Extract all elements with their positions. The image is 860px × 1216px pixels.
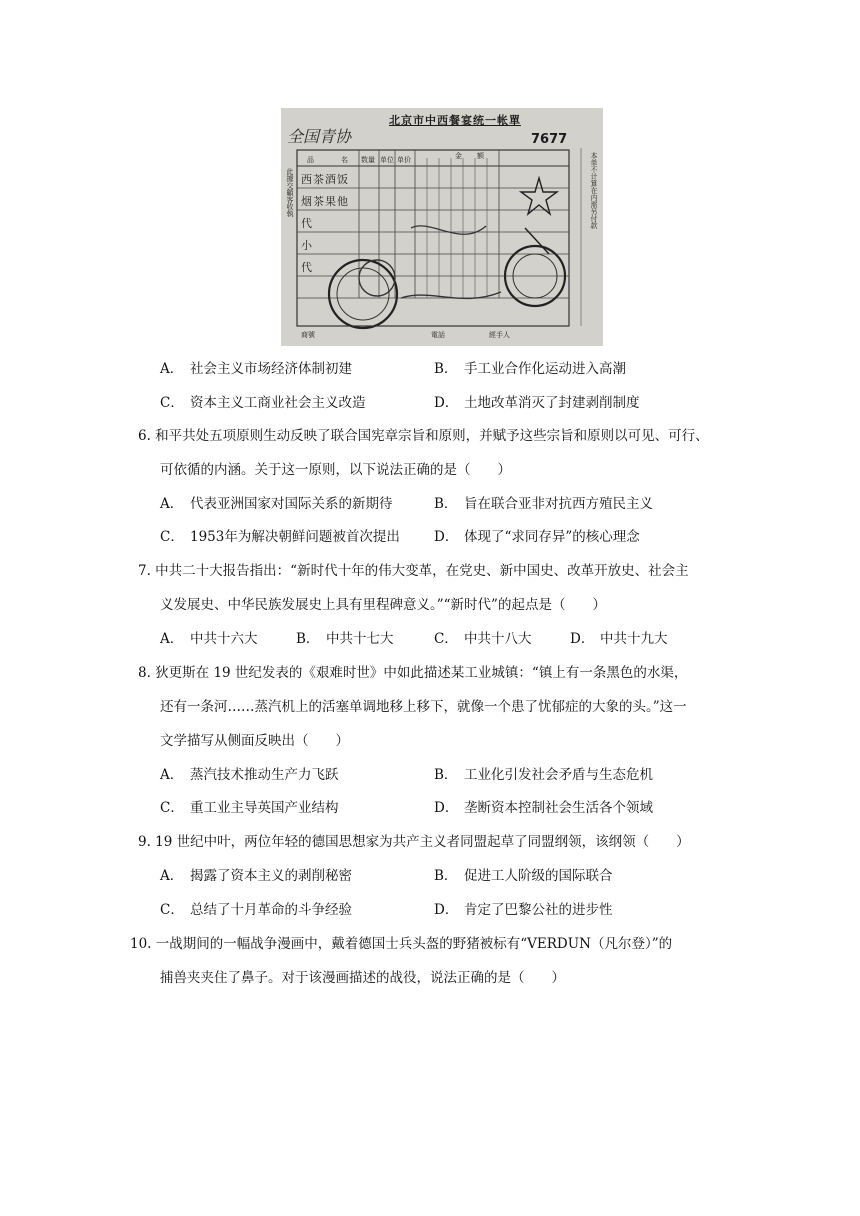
q8-option-b[interactable] [434,765,653,785]
option-text: 土地改革消灭了封建剥削制度 [464,395,640,411]
option-letter: B． [296,631,320,647]
receipt-photo [281,108,603,346]
receipt-item-2: 烟茶果他 [301,195,349,208]
q6-option-b[interactable] [434,494,653,514]
option-text: 揭露了资本主义的剥削秘密 [190,868,352,884]
q7-option-b[interactable] [296,629,394,649]
receipt-col-amount-1: 金 [455,152,462,160]
q6-option-d[interactable] [434,527,640,547]
option-text: 促进工人阶级的国际联合 [464,868,613,884]
option-text: 肯定了巴黎公社的进步性 [464,902,613,918]
option-text: 1953年为解决朝鲜问题被首次提出 [190,529,400,545]
q6-option-a[interactable] [160,494,393,514]
receipt-col-qty: 数量 [361,156,375,164]
receipt-col-item: 品 [307,156,314,164]
receipt-col-name: 名 [341,156,348,164]
option-text: 垄断资本控制社会生活各个领域 [464,800,653,816]
q10-stem-line-1: 10. 一战期间的一幅战争漫画中，戴着德国士兵头盔的野猪被标有“VERDUN（凡尔登）”的 [130,936,673,952]
option-letter: B． [434,496,458,512]
receipt-item-1: 西茶酒饭 [301,173,349,186]
option-text: 资本主义工商业社会主义改造 [190,395,366,411]
q5-option-b[interactable] [434,359,626,379]
q9-option-b[interactable] [434,866,613,886]
option-letter: C． [160,800,184,816]
q5-option-d[interactable] [434,393,640,413]
receipt-title: 北京市中西餐宴统一帐單 [389,114,521,127]
option-letter: B． [434,767,458,783]
receipt-col-unit: 单位 [380,156,394,164]
q9-option-d[interactable] [434,900,613,920]
q10-stem-line-2: 捕兽夹夹住了鼻子。对于该漫画描述的战役，说法正确的是（ ） [160,970,565,986]
option-text: 社会主义市场经济体制初建 [190,361,352,377]
option-text: 旨在联合亚非对抗西方殖民主义 [464,496,653,512]
receipt-number: 7677 [531,132,568,147]
q7-stem-line-1: 7. 中共二十大报告指出：“新时代十年的伟大变革，在党史、新中国史、改革开放史、社会主 [138,563,689,579]
option-letter: D． [434,902,459,918]
option-text: 重工业主导英国产业结构 [190,800,339,816]
option-text: 中共十六大 [190,631,258,647]
receipt-item-5: 代 [301,261,313,274]
option-text: 总结了十月革命的斗争经验 [190,902,352,918]
q9-option-c[interactable] [160,900,352,920]
receipt-item-3: 代 [301,217,313,230]
option-letter: C． [434,631,458,647]
q8-stem-line-2: 还有一条河……蒸汽机上的活塞单调地移上移下，就像一个患了忧郁症的大象的头。”这一 [160,699,687,715]
option-text: 中共十七大 [326,631,394,647]
option-text: 蒸汽技术推动生产力飞跃 [190,767,339,783]
q8-option-c[interactable] [160,798,339,818]
q9-stem-line-1: 9. 19 世纪中叶，两位年轻的德国思想家为共产主义者同盟起草了同盟纲领，该纲领（ ） [138,834,690,850]
q6-stem-line-2: 可依循的内涵。关于这一原则，以下说法正确的是（ ） [160,462,511,478]
option-letter: D． [570,631,595,647]
q8-stem-line-3: 文学描写从侧面反映出（ ） [160,733,349,749]
option-text: 中共十九大 [600,631,668,647]
option-text: 中共十八大 [464,631,532,647]
option-letter: D． [434,800,459,816]
q8-option-a[interactable] [160,765,339,785]
option-text: 代表亚洲国家对国际关系的新期待 [190,496,393,512]
option-letter: A． [160,631,184,647]
receipt-side-left: 此據交顧客收執 [286,168,294,217]
option-letter: C． [160,902,184,918]
q7-option-d[interactable] [570,629,668,649]
q9-option-a[interactable] [160,866,352,886]
option-letter: A． [160,767,184,783]
option-letter: D． [434,529,459,545]
option-letter: B． [434,361,458,377]
option-letter: A． [160,361,184,377]
q7-option-a[interactable] [160,629,258,649]
receipt-footer-shop: 商號 [301,331,315,339]
receipt-customer-name: 全国青协 [287,127,352,146]
q7-stem-line-2: 义发展史、中华民族发展史上具有里程碑意义。”“新时代”的起点是（ ） [160,597,606,613]
receipt-footer-phone: 電話 [431,331,445,339]
receipt-item-4: 小 [301,239,313,252]
receipt-col-price: 单价 [397,156,411,164]
option-letter: A． [160,868,184,884]
q5-option-c[interactable] [160,393,366,413]
option-letter: C． [160,529,184,545]
q8-option-d[interactable] [434,798,653,818]
option-text: 体现了“求同存异”的核心理念 [464,529,640,545]
q6-option-c[interactable] [160,527,400,547]
option-letter: C． [160,395,184,411]
option-text: 工业化引发社会矛盾与生态危机 [464,767,653,783]
receipt-footer-handler: 經手人 [489,331,510,339]
option-letter: A． [160,496,184,512]
q5-option-a[interactable] [160,359,352,379]
q8-stem-line-1: 8. 狄更斯在 19 世纪发表的《艰难时世》中如此描述某工业城镇：“镇上有一条黑色的水渠， [138,665,688,681]
q6-stem-line-1: 6. 和平共处五项原则生动反映了联合国宪章宗旨和原则，并赋予这些宗旨和原则以可见、可行、 [138,428,709,444]
option-letter: B． [434,868,458,884]
q7-option-c[interactable] [434,629,532,649]
receipt-side-right: 本单不计算在内需另付款 [590,152,598,229]
option-letter: D． [434,395,459,411]
option-text: 手工业合作化运动进入高潮 [464,361,626,377]
receipt-col-amount-2: 额 [477,152,484,160]
